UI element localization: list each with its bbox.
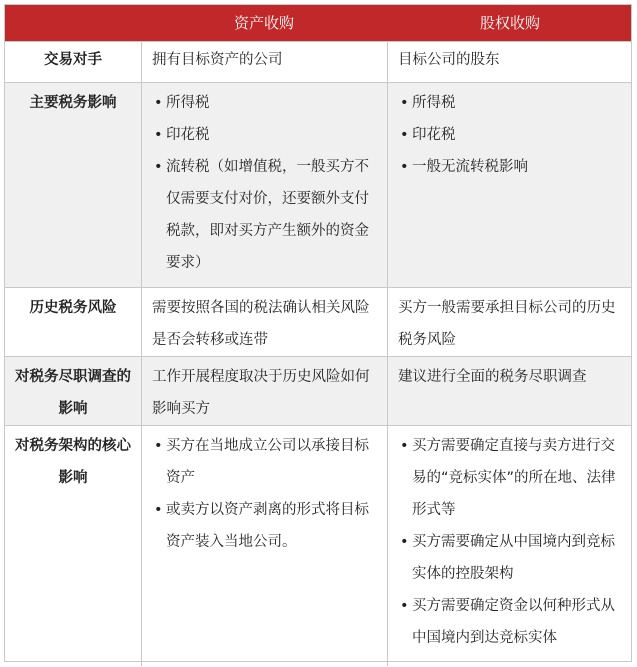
row-label: 交易对手 <box>44 52 102 68</box>
list-item: • 流转税（如增值税，一般买方不仅需要支付对价，还要额外支付税款，即对买方产生额外的资金要求） <box>152 151 377 279</box>
equity-cell: 目标公司的股东 <box>387 42 633 82</box>
header-asset-acquisition: 资产收购 <box>233 14 294 32</box>
asset-cell <box>141 83 387 287</box>
table-row-tax-structure-impact <box>5 425 631 666</box>
list-item: • 印花税 <box>398 119 623 151</box>
header-equity-acquisition: 股权收购 <box>479 14 540 32</box>
table-row-main-tax-impact <box>5 82 631 287</box>
row-label: 主要税务影响 <box>29 95 117 111</box>
list-item: • 所得税 <box>152 87 377 119</box>
equity-cell: 建议进行全面的税务尽职调查 <box>387 357 633 427</box>
asset-bullet-list <box>152 87 377 279</box>
row-label: 对税务尽职调查的影响 <box>15 369 131 417</box>
equity-bullet-list <box>398 87 623 183</box>
equity-bullet-list <box>398 430 623 654</box>
asset-cell: 工作开展程度取决于历史风险如何影响买方 <box>141 357 387 427</box>
table-row-counterparty <box>5 41 631 82</box>
equity-cell <box>387 83 633 287</box>
list-item: • 所得税 <box>398 87 623 119</box>
asset-bullet-list <box>152 430 377 558</box>
asset-cell: 拥有目标资产的公司 <box>141 42 387 82</box>
list-item: • 一般无流转税影响 <box>398 151 623 183</box>
list-item: • 买方需要确定从中国境内到竞标实体的控股架构 <box>398 526 623 590</box>
asset-cell <box>141 426 387 666</box>
table-header <box>5 5 631 41</box>
header-blank-cell <box>5 5 141 41</box>
row-label: 历史税务风险 <box>29 300 117 316</box>
row-label: 对税务架构的核心影响 <box>15 438 131 486</box>
equity-cell: 买方一般需要承担目标公司的历史税务风险 <box>387 288 633 358</box>
asset-cell: 需要按照各国的税法确认相关风险是否会转移或连带 <box>141 288 387 358</box>
equity-cell <box>387 426 633 666</box>
table-row-historical-tax-risk <box>5 287 631 356</box>
comparison-table <box>4 4 632 662</box>
list-item: • 买方需要确定直接与卖方进行交易的“竞标实体”的所在地、法律形式等 <box>398 430 623 526</box>
list-item: • 印花税 <box>152 119 377 151</box>
list-item: • 或卖方以资产剥离的形式将目标资产装入当地公司。 <box>152 494 377 558</box>
list-item: • 买方需要确定资金以何种形式从中国境内到达竞标实体 <box>398 590 623 654</box>
table-row-due-diligence-impact <box>5 356 631 425</box>
list-item: • 买方在当地成立公司以承接目标资产 <box>152 430 377 494</box>
